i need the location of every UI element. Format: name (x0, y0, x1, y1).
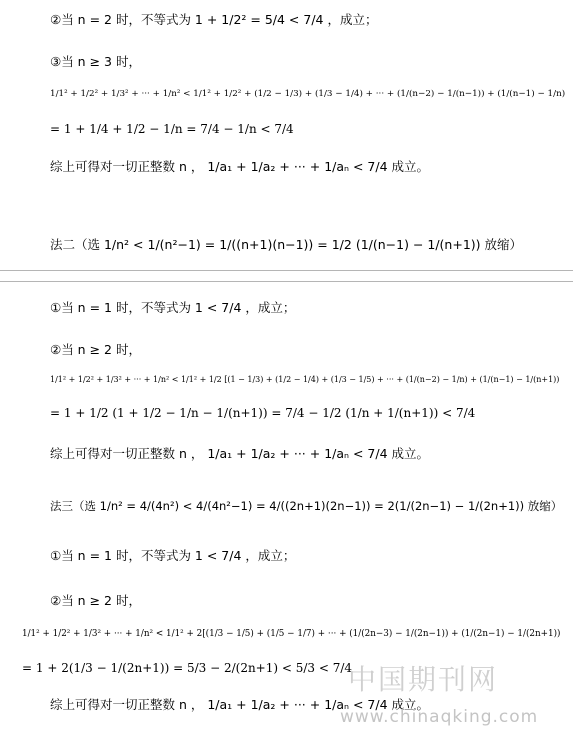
method3-heading: 法三（选 1/n² = 4/(4n²) < 4/(4n²−1) = 4/((2n+1)(2n−1)) = 2(1/(2n−1) − 1/(2n+1)) 放缩） (50, 499, 563, 513)
method3-case-n2-heading: ②当 n ≥ 2 时， (50, 593, 141, 608)
page-separator-top (0, 270, 573, 272)
method2-case-n2-heading: ②当 n ≥ 2 时， (50, 342, 141, 357)
case-n2-line: ②当 n = 2 时，不等式为 1 + 1/2² = 5/4 < 7/4 ，成立； (50, 12, 378, 27)
method1-inequality-line: 1/1² + 1/2² + 1/3² + ··· + 1/n² < 1/1² + 1/2² + (1/2 − 1/3) + (1/3 − 1/4) + ··· + (1/(n−2) − 1/(n−1)) + (1/(n−1) − 1/n) (50, 89, 566, 99)
method3-case-n1: ①当 n = 1 时，不等式为 1 < 7/4 ，成立； (50, 548, 296, 563)
method2-result-line: = 1 + 1/2 (1 + 1/2 − 1/n − 1/(n+1)) = 7/4 − 1/2 (1/n + 1/(n+1)) < 7/4 (50, 406, 476, 420)
method2-inequality-line: 1/1² + 1/2² + 1/3² + ··· + 1/n² < 1/1² + 1/2 [(1 − 1/3) + (1/2 − 1/4) + (1/3 − 1/5) + ··· + (1/(n−2) − 1/n) + (1/(n−1) − 1/(n+1)) (50, 375, 560, 384)
watermark-url: www.chinaqking.com (340, 707, 539, 727)
method1-result-line: = 1 + 1/4 + 1/2 − 1/n = 7/4 − 1/n < 7/4 (50, 122, 294, 136)
method3-inequality-line: 1/1² + 1/2² + 1/3² + ··· + 1/n² < 1/1² + 2[(1/3 − 1/5) + (1/5 − 1/7) + ··· + (1/(2n−3) − 1/(2n−1)) + (1/(2n−1) − 1/(2n+1)) (22, 629, 561, 639)
method3-result-line: = 1 + 2(1/3 − 1/(2n+1)) = 5/3 − 2/(2n+1) < 5/3 < 7/4 (22, 661, 353, 675)
method2-case-n1: ①当 n = 1 时，不等式为 1 < 7/4 ，成立； (50, 300, 296, 315)
method3-conclusion: 综上可得对一切正整数 n ， 1/a₁ + 1/a₂ + ··· + 1/aₙ < 7/4 成立。 (50, 697, 430, 712)
page-separator-bottom (0, 281, 573, 283)
method2-heading: 法二（选 1/n² < 1/(n²−1) = 1/((n+1)(n−1)) = 1/2 (1/(n−1) − 1/(n+1)) 放缩） (50, 237, 523, 252)
method2-conclusion: 综上可得对一切正整数 n ， 1/a₁ + 1/a₂ + ··· + 1/aₙ < 7/4 成立。 (50, 446, 430, 461)
case-n3-heading: ③当 n ≥ 3 时， (50, 54, 141, 69)
method1-conclusion: 综上可得对一切正整数 n ， 1/a₁ + 1/a₂ + ··· + 1/aₙ < 7/4 成立。 (50, 159, 430, 174)
watermark-brand: 中国期刊网 (348, 663, 499, 696)
